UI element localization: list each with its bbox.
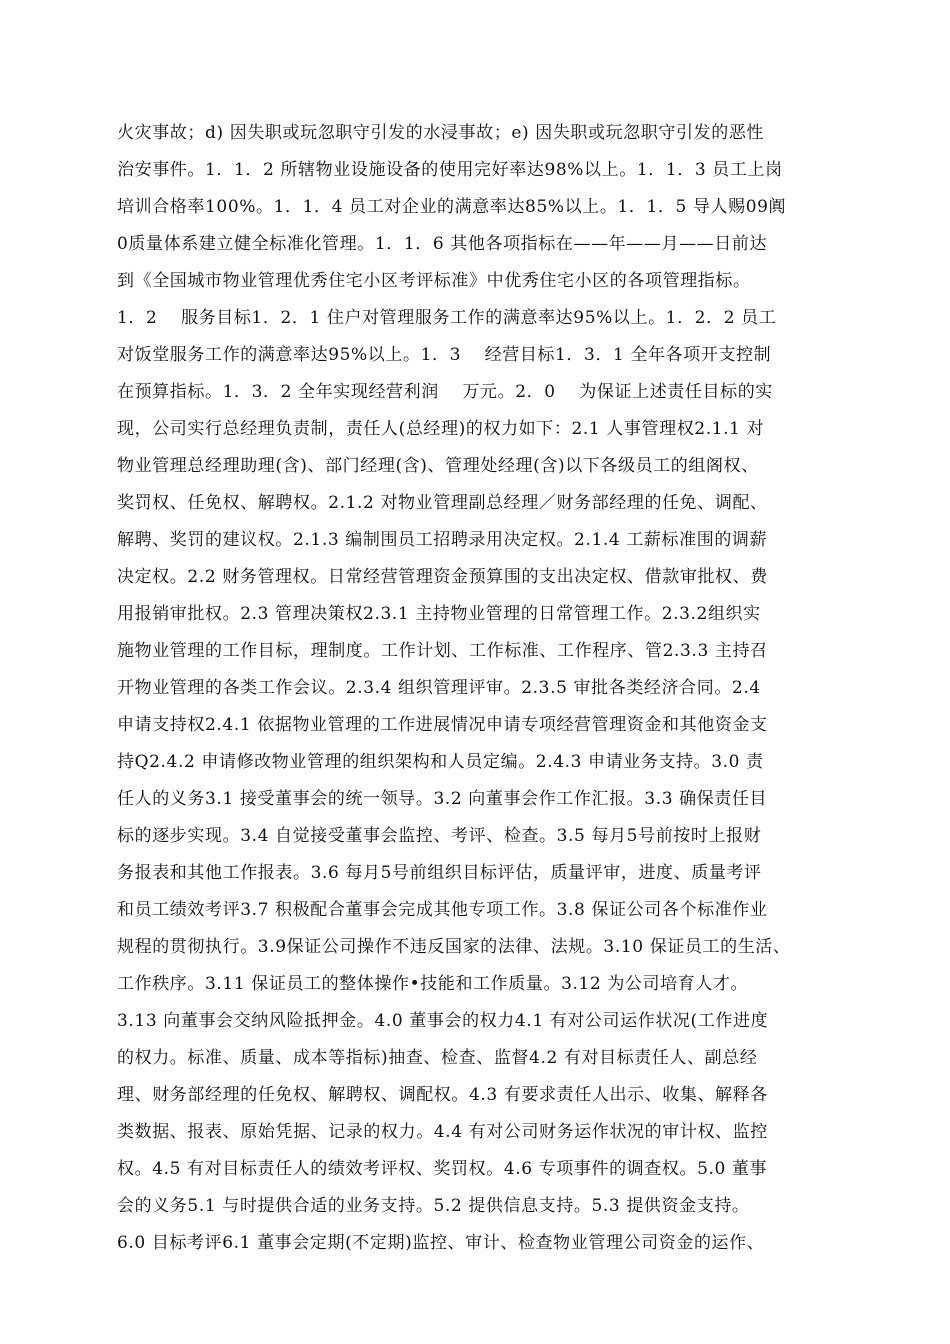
text-line: 用报销审批权。2.3 管理决策权2.3.1 主持物业管理的日常管理工作。2.3.2组织实 <box>117 604 761 624</box>
text-line: 任人的义务3.1 接受董事会的统一领导。3.2 向董事会作工作汇报。3.3 确保责任目 <box>117 789 768 809</box>
text-line: 3.13 向董事会交纳风险抵押金。4.0 董事会的权力4.1 有对公司运作状况(工作进度 <box>117 1011 769 1031</box>
text-line: 申请支持权2.4.1 依据物业管理的工作进展情况申请专项经营管理资金和其他资金支 <box>117 715 768 735</box>
text-line: 类数据、报表、原始凭据、记录的权力。4.4 有对公司财务运作状况的审计权、监控 <box>117 1122 768 1142</box>
text-line: 培训合格率100%。1．1．4 员工对企业的满意率达85%以上。1．1．5 导人赐09阗 <box>117 197 787 217</box>
text-line: 在预算指标。1．3．2 全年实现经营利润 万元。2．0 为保证上述责任目标的实 <box>117 382 773 402</box>
text-line: 标的逐步实现。3.4 自觉接受董事会监控、考评、检查。3.5 每月5号前按时上报财 <box>117 826 762 846</box>
text-line: 和员工绩效考评3.7 积极配合董事会完成其他专项工作。3.8 保证公司各个标准作业 <box>117 900 768 920</box>
text-line: 到《全国城市物业管理优秀住宅小区考评标准》中优秀住宅小区的各项管理指标。 <box>117 271 751 291</box>
text-line: 现，公司实行总经理负责制，责任人(总经理)的权力如下：2.1 人事管理权2.1.1 对 <box>117 419 765 439</box>
text-line: 持Q2.4.2 申请修改物业管理的组织架构和人员定编。2.4.3 申请业务支持。3.0 责 <box>117 752 764 772</box>
text-line: 规程的贯彻执行。3.9保证公司操作不违反国家的法律、法规。3.10 保证员工的生活、 <box>117 937 791 957</box>
text-line: 6.0 目标考评6.1 董事会定期(不定期)监控、审计、检查物业管理公司资金的运作、 <box>117 1233 765 1253</box>
text-line: 对饭堂服务工作的满意率达95%以上。1．3 经营目标1．3．1 全年各项开支控制 <box>117 345 772 365</box>
text-line: 物业管理总经理助理(含)、部门经理(含)、管理处经理(含)以下各级员工的组阁权、 <box>117 456 759 476</box>
text-line: 理、财务部经理的任免权、解聘权、调配权。4.3 有要求责任人出示、收集、解释各 <box>117 1085 768 1105</box>
body-text <box>117 115 845 1262</box>
text-line: 1．2 服务目标1．2．1 住户对管理服务工作的满意率达95%以上。1．2．2 员工 <box>117 308 777 328</box>
text-line: 会的义务5.1 与时提供合适的业务支持。5.2 提供信息支持。5.3 提供资金支持。 <box>117 1196 750 1216</box>
text-line: 的权力。标准、质量、成本等指标)抽查、检查、监督4.2 有对目标责任人、副总经 <box>117 1048 758 1068</box>
text-line: 决定权。2.2 财务管理权。日常经营管理资金预算围的支出决定权、借款审批权、费 <box>117 567 768 587</box>
text-line: 解聘、奖罚的建议权。2.1.3 编制围员工招聘录用决定权。2.1.4 工薪标准围的调薪 <box>117 530 768 550</box>
text-line: 火灾事故；d) 因失职或玩忽职守引发的水浸事故；e) 因失职或玩忽职守引发的恶性 <box>117 123 765 143</box>
text-line: 奖罚权、任免权、解聘权。2.1.2 对物业管理副总经理／财务部经理的任免、调配、 <box>117 493 768 513</box>
text-line: 治安事件。1．1．2 所辖物业设施设备的使用完好率达98%以上。1．1．3 员工上岗 <box>117 160 783 180</box>
text-line: 权。4.5 有对目标责任人的绩效考评权、奖罚权。4.6 专项事件的调查权。5.0 董事 <box>117 1159 768 1179</box>
text-line: 工作秩序。3.11 保证员工的整体操作•技能和工作质量。3.12 为公司培育人才。 <box>117 974 749 994</box>
text-line: 务报表和其他工作报表。3.6 每月5号前组织目标评估，质量评审，进度、质量考评 <box>117 863 762 883</box>
text-line: 施物业管理的工作目标，理制度。工作计划、工作标准、工作程序、管2.3.3 主持召 <box>117 641 768 661</box>
text-line: 开物业管理的各类工作会议。2.3.4 组织管理评审。2.3.5 审批各类经济合同。2.4 <box>117 678 761 698</box>
text-line: 0质量体系建立健全标准化管理。1．1．6 其他各项指标在——年——月——日前达 <box>117 234 768 254</box>
